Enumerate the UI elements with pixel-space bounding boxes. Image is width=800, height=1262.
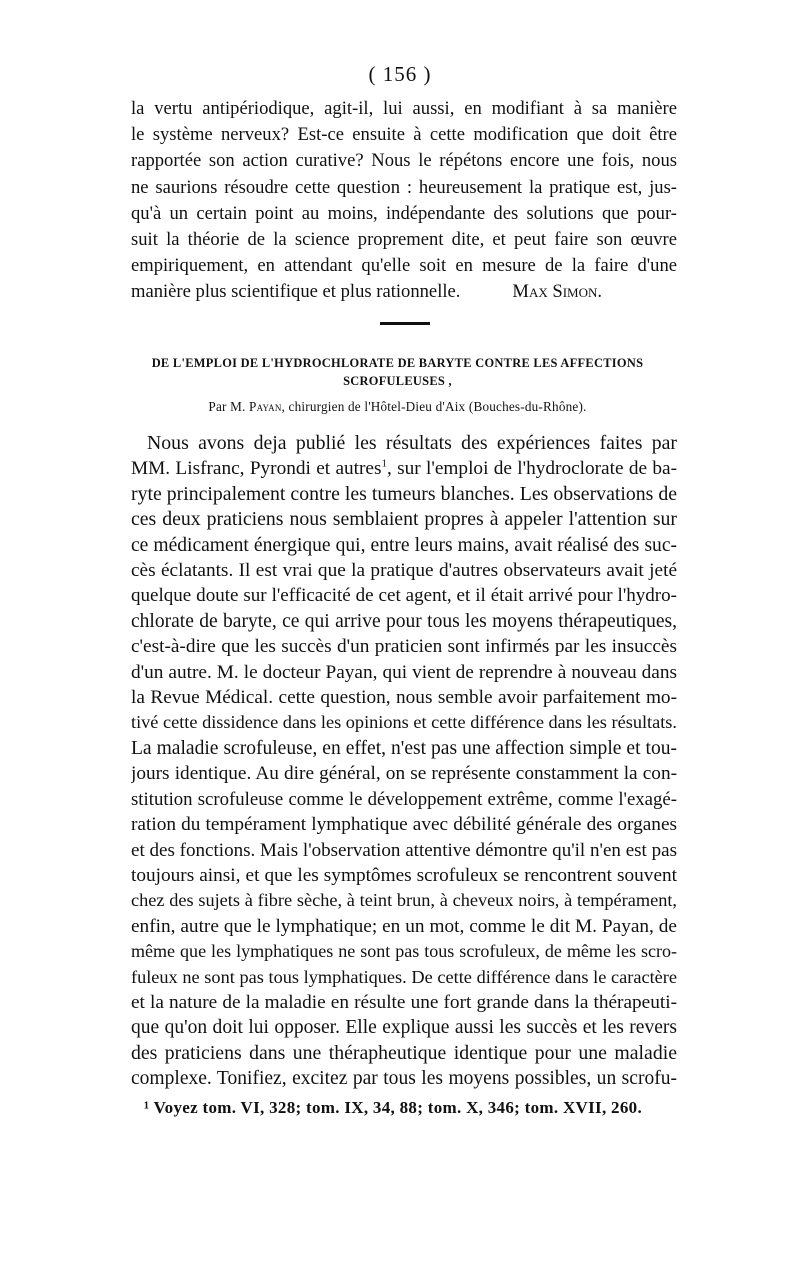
- byline-affiliation: chirurgien de l'Hôtel-Dieu d'Aix (Bouches-du-Rhône).: [288, 399, 587, 414]
- text-line: ryte principalement contre les tumeurs blanches. Les observations de: [131, 482, 677, 505]
- text-line: la vertu antipériodique, agit-il, lui aussi, en modifiant à sa manière: [131, 98, 677, 119]
- footnote-reference: 1: [381, 457, 387, 470]
- text-line: chez des sujets à fibre sèche, à teint brun, à cheveux noirs, à tempérament,: [131, 890, 677, 911]
- text-line: ration du tempérament lymphatique avec débilité générale des organes: [131, 814, 677, 836]
- text-line: et la nature de la maladie en résulte une fort grande dans la thérapeuti-: [131, 991, 677, 1013]
- text-line: c'est-à-dire que les succès d'un praticien sont infirmés par les insuccès: [131, 636, 677, 658]
- text-line: manière plus scientifique et plus rationnelle.: [131, 281, 461, 303]
- text-line: que qu'on doit lui opposer. Elle explique aussi les succès et les revers: [131, 1017, 677, 1039]
- text-line-with-signature: [131, 279, 677, 305]
- text-line: empiriquement, en attendant qu'elle soit en mesure de la faire d'une: [131, 255, 677, 277]
- text-line: cès éclatants. Il est vrai que la pratique d'autres observateurs avait jeté: [131, 560, 677, 582]
- text-line: la Revue Médical. cette question, nous semble avoir parfaitement mo-: [131, 687, 677, 709]
- text-line-with-footnote: [131, 456, 677, 481]
- text-line: d'un autre. M. le docteur Payan, qui vient de reprendre à nouveau dans: [131, 661, 677, 683]
- page-number: ( 156 ): [368, 62, 432, 86]
- article-body: [131, 431, 677, 1092]
- text-line: ce médicament énergique qui, entre leurs mains, avait réalisé des suc-: [131, 534, 677, 556]
- text-line: quelque doute sur l'efficacité de cet agent, et il était arrivé pour l'hydro-: [131, 585, 677, 607]
- text-line: stitution scrofuleuse comme le développement extrême, comme l'exagé-: [131, 788, 677, 810]
- article-byline: [120, 399, 675, 415]
- text-line: jours identique. Au dire général, on se représente constamment la con-: [131, 763, 677, 785]
- byline-prefix: Par M.: [208, 399, 246, 414]
- text-line: des praticiens dans une thérapheutique identique pour une maladie: [131, 1041, 677, 1064]
- author-signature: Max Simon.: [512, 281, 603, 303]
- byline-author: Payan,: [249, 399, 286, 414]
- text-line: ces deux praticiens nous semblaient propres à appeler l'attention sur: [131, 508, 677, 531]
- text-line: tivé cette dissidence dans les opinions et cette différence dans les résultats.: [131, 712, 677, 733]
- text-line: , sur l'emploi de l'hydroclorate de ba-: [387, 458, 677, 480]
- text-line: MM. Lisfranc, Pyrondi et autres: [131, 458, 382, 480]
- text-line: Nous avons deja publié les résultats des expériences faites par: [147, 432, 677, 454]
- text-line: ne saurions résoudre cette question : heureusement la pratique est, jus-: [131, 176, 677, 198]
- text-line: même que les lymphatiques ne sont pas tous scrofuleux, de même les scro-: [131, 941, 677, 962]
- article-title-line: DE L'EMPLOI DE L'HYDROCHLORATE DE BARYTE CONTRE LES AFFECTIONS: [151, 356, 644, 370]
- text-line: chlorate de baryte, ce qui arrive pour tous les moyens thérapeutiques,: [131, 610, 677, 632]
- section-divider: [380, 322, 430, 325]
- text-line: fuleux ne sont pas tous lymphatiques. De cette différence dans le caractère: [131, 966, 677, 987]
- article-title: [120, 354, 675, 390]
- article-title-line: SCROFULEUSES ,: [343, 374, 452, 388]
- text-line: La maladie scrofuleuse, en effet, n'est pas une affection simple et tou-: [131, 737, 677, 759]
- text-line: enfin, autre que le lymphatique; en un mot, comme le dit M. Payan, de: [131, 915, 677, 937]
- footnote: ¹ Voyez tom. VI, 328; tom. IX, 34, 88; tom. X, 346; tom. XVII, 260.: [144, 1098, 643, 1117]
- text-line: suit la théorie de la science proprement dite, et peut faire son œuvre: [131, 229, 677, 251]
- text-line: rapportée son action curative? Nous le répétons encore une fois, nous: [131, 150, 677, 172]
- text-line: toujours ainsi, et que les symptômes scrofuleux se rencontrent souvent: [131, 864, 677, 886]
- text-line: complexe. Tonifiez, excitez par tous les moyens possibles, un scrofu-: [131, 1068, 677, 1090]
- text-line: le système nerveux? Est-ce ensuite à cette modification que doit être: [131, 124, 677, 146]
- continued-paragraph: [131, 96, 677, 306]
- text-line: et des fonctions. Mais l'observation attentive démontre qu'il n'en est pas: [131, 839, 677, 861]
- text-line: qu'à un certain point au moins, indépendante des solutions que pour-: [131, 202, 677, 224]
